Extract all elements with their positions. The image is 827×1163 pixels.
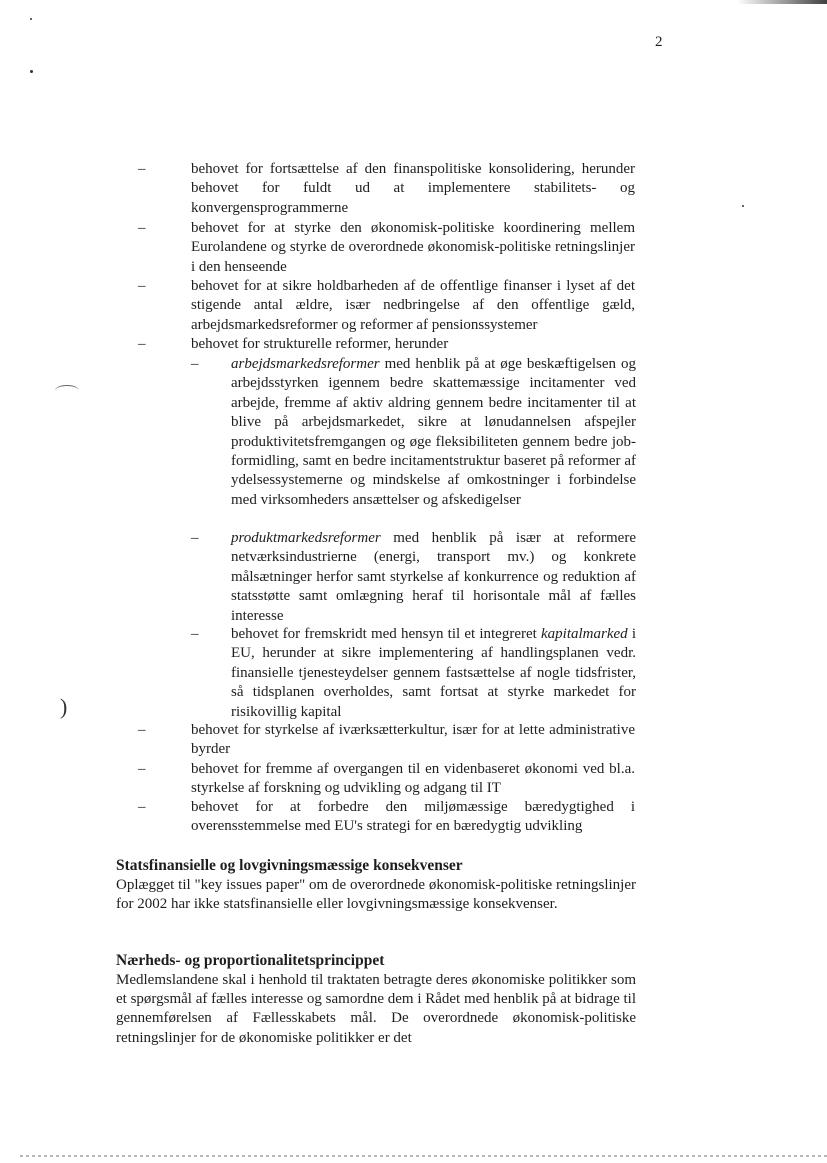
sub-bullet-emphasis: produktmarkedsreformer xyxy=(231,530,381,546)
section-heading: Nærheds- og proportionalitetsprincippet xyxy=(116,952,385,969)
bullet-item: behovet for at sikre holdbarheden af de offentlige finanser i lyset af det stigende antal ældre, især nedbringelse af den offentlige gæld, arbejdsmarkedsreformer og reformer af pensionssystemer xyxy=(191,278,635,333)
sub-bullet-dash: – xyxy=(191,356,199,372)
bullet-item: behovet for at forbedre den miljømæssige bæredygtighed i overensstemmelse med EU's strategi for en bæredygtig udvikling xyxy=(191,799,635,835)
sub-bullet-item xyxy=(231,529,636,626)
bullet-item: behovet for styrkelse af iværksætterkultur, især for at lette administrative byrder xyxy=(191,722,635,758)
scan-speck xyxy=(30,18,32,20)
scan-edge-bottom xyxy=(20,1155,827,1157)
sub-bullet-dash: – xyxy=(191,626,199,642)
scan-speck xyxy=(30,70,33,73)
bullet-dash: – xyxy=(138,278,146,294)
sub-bullet-emphasis: arbejdsmarkedsreformer xyxy=(231,356,380,372)
bullet-dash: – xyxy=(138,722,146,738)
bullet-dash: – xyxy=(138,220,146,236)
bullet-dash: – xyxy=(138,761,146,777)
page-number: 2 xyxy=(655,34,663,50)
scan-edge-top xyxy=(737,0,827,4)
bullet-dash: – xyxy=(138,799,146,815)
bullet-item: behovet for strukturelle reformer, herunder xyxy=(191,336,449,352)
sub-bullet-text: med henblik på især at reformere netværksindustrierne (energi, transport mv.) og konkrete målsætninger herfor samt styrkelse af konkurrence og reduktion af statsstøtte samt omlægning heraf til horisontale mål af fælles interesse xyxy=(231,530,636,624)
margin-mark: ) xyxy=(60,694,68,719)
bullet-item: behovet for fremme af overgangen til en videnbaseret økonomi ved bl.a. styrkelse af forskning og udvikling og adgang til IT xyxy=(191,761,635,797)
sub-bullet-text: behovet for fremskridt med hensyn til et integreret xyxy=(231,626,541,642)
margin-mark xyxy=(55,385,79,396)
sub-bullet-emphasis: kapitalmarked xyxy=(541,626,628,642)
sub-bullet-text: med henblik på at øge beskæftigelsen og arbejdsstyrken igennem bedre skattemæssige incitamenter ved arbejde, fremme af aktiv aldring gennem bedre incitamenter til at blive på arbejdsmarkedet, sikre at lønudannelsen afspejler produktivitetsfremgangen og øge fleksibiliteten gennem bedre job-formidling, samt en bedre incitamentstruktur baseret på reformer af ydelsessystemerne og mindskelse af omkostninger i forbindelse med virksomheders ansættelser og afskedigelser xyxy=(231,356,636,508)
section-heading: Statsfinansielle og lovgivningsmæssige konsekvenser xyxy=(116,857,463,874)
section-body: Medlemslandene skal i henhold til traktaten betragte deres økonomiske politikker som et spørgsmål af fælles interesse og samordne dem i Rådet med henblik på at bidrage til gennemførelsen af Fællesskabets mål. De overordnede økonomisk-politiske retningslinjer for de økonomiske politikker er det xyxy=(116,972,637,1046)
sub-bullet-dash: – xyxy=(191,530,199,546)
section-body: Oplægget til "key issues paper" om de overordnede økonomisk-politiske retningslinjer for 2002 har ikke statsfinansielle eller lovgivningsmæssige konsekvenser. xyxy=(116,877,636,913)
sub-bullet-item xyxy=(231,355,636,510)
sub-bullet-item xyxy=(231,625,636,722)
bullet-item: behovet for at styrke den økonomisk-politiske koordinering mellem Eurolandene og styrke de overordnede økonomisk-politiske retningslinjer i den henseende xyxy=(191,220,635,275)
bullet-item: behovet for fortsættelse af den finanspolitiske konsolidering, herunder behovet for fuldt ud at implementere stabilitets- og konvergensprogrammerne xyxy=(191,161,635,216)
bullet-dash: – xyxy=(138,336,146,352)
scan-speck xyxy=(742,205,744,207)
sub-bullet-text: i EU, herunder at sikre implementering af handlingsplanen vedr. finansielle tjenesteydelser gennem fastsættelse af nogle tidsfrister, så tidsplanen overholdes, samt fortsat at styrke markedet for risikovillig kapital xyxy=(231,626,637,720)
bullet-dash: – xyxy=(138,161,146,177)
